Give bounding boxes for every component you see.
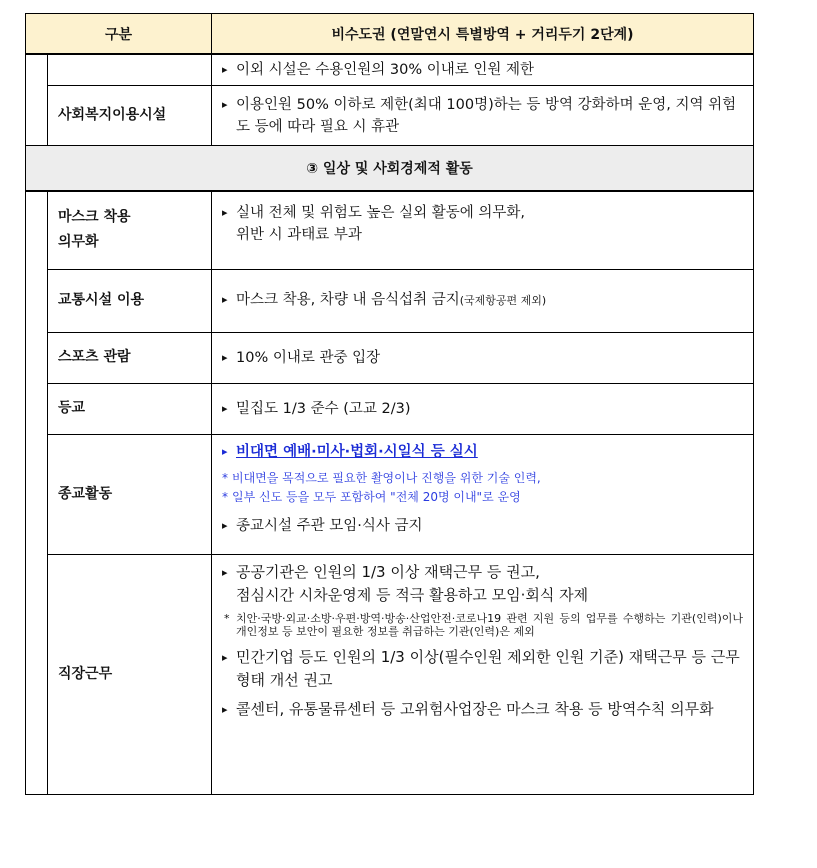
row-content [212, 54, 754, 86]
table-row [26, 54, 754, 86]
header-row [26, 14, 754, 55]
note-text [222, 488, 743, 507]
row-label: 등교 [48, 383, 212, 434]
policy-table [25, 13, 754, 795]
bullet-main: 마스크 착용, 차량 내 음식섭취 금지 [236, 292, 460, 308]
section-title: ③ 일상 및 사회경제적 활동 [26, 146, 754, 192]
table-row [26, 191, 754, 269]
indent-cell [26, 54, 48, 146]
section-row [26, 146, 754, 192]
highlight-title: ▸ 비대면 예배·미사·법회·시일식 등 실시 [222, 441, 743, 463]
note-text-line: 일부 신도 등을 모두 포함하여 "전체 20명 이내"로 운영 [232, 489, 521, 504]
header-title: 비수도권 (연말연시 특별방역 + 거리두기 2단계) [212, 14, 754, 55]
bullet-text: ▸ 밀집도 1/3 준수 (고교 2/3) [222, 398, 743, 420]
continuation-text: 점심시간 시차운영제 등 적극 활용하고 모임·회식 자제 [236, 585, 589, 604]
row-content [212, 86, 754, 146]
table-row [26, 434, 754, 554]
bullet-text: ▸ 민간기업 등도 인원의 1/3 이상(필수인원 제외한 인원 기준) 재택근무 등 근무형태 개선 권고 [222, 646, 743, 692]
continuation-text: 위반 시 과태료 부과 [236, 227, 362, 243]
row-content [212, 383, 754, 434]
row-content [212, 554, 754, 794]
row-content [212, 191, 754, 269]
table-row [26, 269, 754, 332]
row-label: 스포츠 관람 [48, 332, 212, 383]
bullet-text: ▸ 이용인원 50% 이하로 제한(최대 100명)하는 등 방역 강화하며 운영, 지역 위험도 등에 따라 필요 시 휴관 [222, 94, 743, 138]
bullet-text: ▸ 콜센터, 유통물류센터 등 고위험사업장은 마스크 착용 등 방역수칙 의무화 [222, 698, 743, 721]
row-content [212, 269, 754, 332]
bullet-note: (국제항공편 제외) [459, 294, 547, 307]
row-label [48, 191, 212, 269]
row-label [48, 54, 212, 86]
table-row [26, 554, 754, 794]
row-label: 사회복지이용시설 [48, 86, 212, 146]
bullet-text: ▸ 실내 전체 및 위험도 높은 실외 활동에 의무화, [222, 202, 743, 224]
bullet-text: ▸ 공공기관은 인원의 1/3 이상 재택근무 등 권고, [222, 561, 743, 584]
row-content [212, 434, 754, 554]
row-content [212, 332, 754, 383]
table-row [26, 332, 754, 383]
bullet-text: ▸ 이외 시설은 수용인원의 30% 이내로 인원 제한 [222, 59, 743, 81]
row-label: 직장근무 [48, 554, 212, 794]
indent-cell [26, 191, 48, 794]
table-row [26, 383, 754, 434]
bullet-text: ▸ 10% 이내로 관중 입장 [222, 347, 743, 369]
note-text: * 치안·국방·외교·소방·우편·방역·방송·산업안전·코로나19 관련 지원 등의 업무를 수행하는 기관(인력)이나 개인정보 등 보안이 필요한 정보를 취급하는 기관(인력)은 제외 [222, 612, 743, 638]
table-row [26, 86, 754, 146]
row-label-line: 의무화 [58, 234, 99, 251]
row-label: 종교활동 [48, 434, 212, 554]
row-label: 교통시설 이용 [48, 269, 212, 332]
bullet-text: ▸ 종교시설 주관 모임·식사 금지 [222, 515, 743, 537]
row-label-line: 마스크 착용 [58, 209, 131, 226]
header-category: 구분 [26, 14, 212, 55]
note-text: * 비대면을 목적으로 필요한 촬영이나 진행을 위한 기술 인력, [222, 469, 743, 488]
bullet-text [222, 289, 743, 312]
